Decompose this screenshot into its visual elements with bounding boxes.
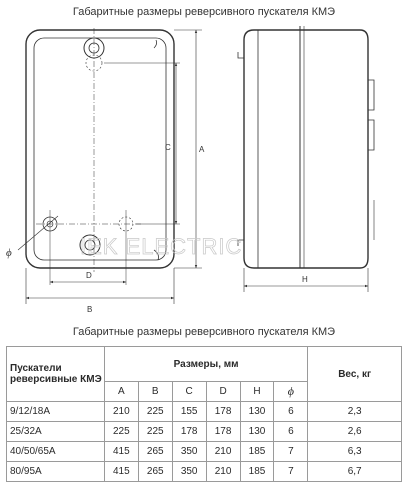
- cell-a: 210: [104, 402, 138, 422]
- subheader-d: D: [206, 382, 240, 402]
- cell-b: 265: [138, 462, 172, 482]
- cell-phi: 6: [274, 422, 308, 442]
- cell-b: 265: [138, 442, 172, 462]
- side-view: [238, 26, 374, 268]
- cell-c: 178: [172, 422, 206, 442]
- cell-c: 350: [172, 442, 206, 462]
- cell-weight: 2,6: [308, 422, 402, 442]
- drawing-title: Габаритные размеры реверсивного пускателя КМЭ: [72, 6, 336, 18]
- label-a: A: [199, 145, 205, 154]
- cell-name: 9/12/18A: [7, 402, 105, 422]
- header-sizes: Размеры, мм: [104, 347, 307, 382]
- cell-weight: 6,3: [308, 442, 402, 462]
- cell-weight: 2,3: [308, 402, 402, 422]
- cell-phi: 6: [274, 402, 308, 422]
- subheader-c: C: [172, 382, 206, 402]
- subheader-a: A: [104, 382, 138, 402]
- cell-h: 185: [240, 462, 274, 482]
- cell-name: 40/50/65A: [7, 442, 105, 462]
- cell-name: 25/32A: [7, 422, 105, 442]
- label-d: D: [86, 271, 92, 280]
- table-row: [7, 402, 402, 422]
- table-row: [7, 422, 402, 442]
- cell-h: 130: [240, 422, 274, 442]
- watermark: IEK ELECTRIC: [80, 234, 243, 259]
- cell-a: 415: [104, 442, 138, 462]
- cell-phi: 7: [274, 462, 308, 482]
- table-row: [7, 442, 402, 462]
- subheader-phi: ϕ: [274, 382, 308, 402]
- cell-d: 210: [206, 442, 240, 462]
- cell-b: 225: [138, 402, 172, 422]
- cell-d: 178: [206, 422, 240, 442]
- cell-c: 155: [172, 402, 206, 422]
- label-h: H: [302, 275, 308, 284]
- table-title: Габаритные размеры реверсивного пускателя КМЭ: [72, 326, 336, 338]
- cell-a: 415: [104, 462, 138, 482]
- cell-c: 350: [172, 462, 206, 482]
- cell-phi: 7: [274, 442, 308, 462]
- cell-a: 225: [104, 422, 138, 442]
- table-row: [7, 462, 402, 482]
- table-header-row: [7, 347, 402, 382]
- header-starters: Пускатели реверсивные КМЭ: [7, 347, 105, 402]
- cell-b: 225: [138, 422, 172, 442]
- label-b: B: [87, 305, 93, 314]
- label-c: C: [165, 143, 171, 152]
- cell-d: 210: [206, 462, 240, 482]
- label-phi: ϕ: [6, 247, 12, 259]
- cell-name: 80/95A: [7, 462, 105, 482]
- subheader-h: H: [240, 382, 274, 402]
- cell-weight: 6,7: [308, 462, 402, 482]
- cell-h: 130: [240, 402, 274, 422]
- front-dimensions: [26, 30, 202, 304]
- header-weight: Вес, кг: [308, 347, 402, 402]
- subheader-b: B: [138, 382, 172, 402]
- dimensions-table: [6, 346, 402, 482]
- cell-d: 178: [206, 402, 240, 422]
- cell-h: 185: [240, 442, 274, 462]
